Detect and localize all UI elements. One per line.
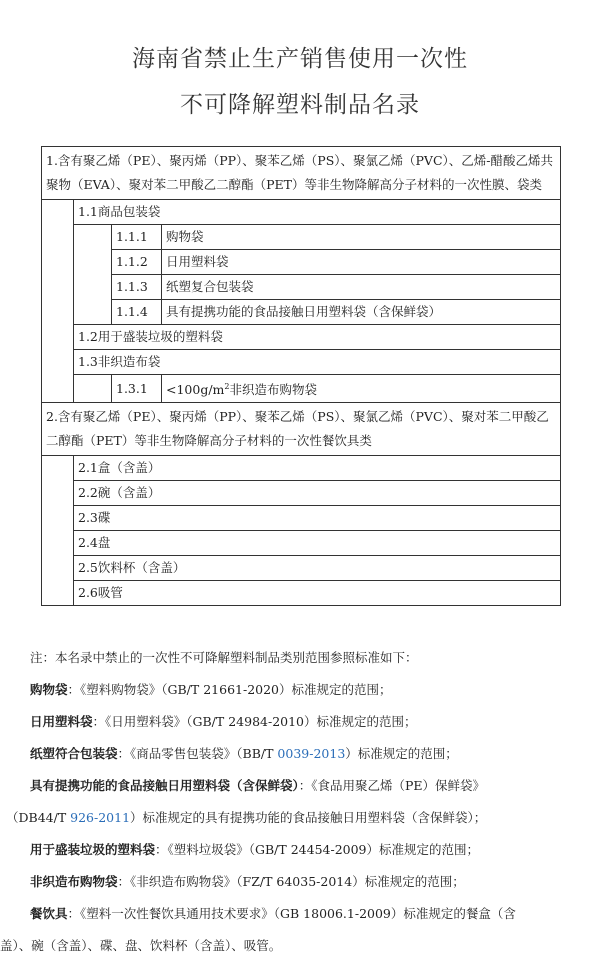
item-code: 1.1.1	[112, 225, 162, 250]
note-tableware-cont: 盖）、碗（含盖）、碟、盘、饮料杯（含盖）、吸管。	[0, 938, 282, 953]
note-paper-plastic-bag	[30, 744, 458, 762]
note-text: ：《商品零售包装袋》（BB/T	[117, 746, 278, 761]
indent-cell	[42, 456, 74, 606]
subcategory-2-5: 2.5饮料杯（含盖）	[74, 556, 561, 581]
note-text: ：《塑料购物袋》（GB/T 21661-2020）标准规定的范围；	[67, 682, 392, 697]
note-term: 纸塑符合包装袋	[30, 746, 118, 761]
note-shopping-bag	[30, 680, 392, 698]
table-row	[42, 250, 561, 275]
table-row	[42, 556, 561, 581]
table-row	[42, 300, 561, 325]
note-text: ）标准规定的范围；	[345, 746, 458, 761]
note-text: ：《塑料垃圾袋》（GB/T 24454-2009）标准规定的范围；	[155, 842, 480, 857]
item-name: 日用塑料袋	[162, 250, 561, 275]
item-name: 纸塑复合包装袋	[162, 275, 561, 300]
note-food-bag	[30, 776, 485, 794]
standard-link[interactable]: 926-2011	[70, 810, 131, 825]
table-row	[42, 403, 561, 456]
note-tableware	[30, 904, 516, 922]
product-list-table	[41, 146, 561, 606]
item-name-post: 非织造布购物袋	[229, 382, 318, 398]
subcategory-2-1: 2.1盒（含盖）	[74, 456, 561, 481]
standard-link[interactable]: 0039-2013	[277, 746, 346, 761]
notes-intro: 注：本名录中禁止的一次性不可降解塑料制品类别范围参照标准如下：	[30, 650, 418, 665]
note-text: ）标准规定的具有提携功能的食品接触日用塑料袋（含保鲜袋）；	[130, 810, 487, 825]
note-daily-bag	[30, 712, 417, 730]
note-term: 日用塑料袋	[30, 714, 93, 729]
note-nonwoven-bag	[30, 872, 465, 890]
note-text: ：《非织造布购物袋》（FZ/T 64035-2014）标准规定的范围；	[117, 874, 465, 889]
indent-cell	[74, 375, 112, 403]
page-title-line2: 不可降解塑料制品名录	[180, 92, 420, 118]
indent-cell	[74, 225, 112, 325]
table-row	[42, 200, 561, 225]
subcategory-2-2: 2.2碗（含盖）	[74, 481, 561, 506]
table-row	[42, 225, 561, 250]
note-term: 非织造布购物袋	[30, 874, 118, 889]
subcategory-2-6: 2.6吸管	[74, 581, 561, 606]
category-2: 2.含有聚乙烯（PE）、聚丙烯（PP）、聚苯乙烯（PS）、聚氯乙烯（PVC）、聚对苯二甲酸乙二醇酯（PET）等非生物降解高分子材料的一次性餐饮具类	[42, 403, 561, 456]
note-term: 购物袋	[30, 682, 68, 697]
table-row	[42, 147, 561, 200]
note-food-bag-cont	[6, 808, 486, 826]
item-name-pre: <100g/m	[166, 382, 225, 398]
superscript: 2	[224, 382, 230, 391]
note-text: （DB44/T	[6, 810, 71, 825]
item-name	[162, 375, 561, 403]
table-row	[42, 581, 561, 606]
note-term: 用于盛装垃圾的塑料袋	[30, 842, 156, 857]
page-title-line1: 海南省禁止生产销售使用一次性	[132, 46, 468, 72]
note-garbage-bag	[30, 840, 479, 858]
note-term: 具有提携功能的食品接触日用塑料袋（含保鲜袋）	[30, 778, 299, 793]
table-row	[42, 325, 561, 350]
item-code: 1.3.1	[112, 375, 162, 403]
table-row	[42, 531, 561, 556]
subcategory-2-3: 2.3碟	[74, 506, 561, 531]
item-code: 1.1.3	[112, 275, 162, 300]
subcategory-1-1: 1.1商品包装袋	[74, 200, 561, 225]
item-code: 1.1.2	[112, 250, 162, 275]
item-code: 1.1.4	[112, 300, 162, 325]
table-row	[42, 350, 561, 375]
table-row	[42, 275, 561, 300]
subcategory-2-4: 2.4盘	[74, 531, 561, 556]
table-row	[42, 456, 561, 481]
category-1: 1.含有聚乙烯（PE）、聚丙烯（PP）、聚苯乙烯（PS）、聚氯乙烯（PVC）、乙烯-醋酸乙烯共聚物（EVA）、聚对苯二甲酸乙二醇酯（PET）等非生物降解高分子材料的一次性膜、袋类	[42, 147, 561, 200]
indent-cell	[42, 200, 74, 403]
note-term: 餐饮具	[30, 906, 68, 921]
table-row	[42, 506, 561, 531]
item-name: 具有提携功能的食品接触日用塑料袋（含保鲜袋）	[162, 300, 561, 325]
note-text: ：《塑料一次性餐饮具通用技术要求》（GB 18006.1-2009）标准规定的餐盒（含	[67, 906, 516, 921]
subcategory-1-2: 1.2用于盛装垃圾的塑料袋	[74, 325, 561, 350]
note-text: ：《日用塑料袋》（GB/T 24984-2010）标准规定的范围；	[92, 714, 417, 729]
item-name: 购物袋	[162, 225, 561, 250]
table-row	[42, 481, 561, 506]
subcategory-1-3: 1.3非织造布袋	[74, 350, 561, 375]
table-row	[42, 375, 561, 403]
note-text: ：《食品用聚乙烯（PE）保鲜袋》	[298, 778, 486, 793]
